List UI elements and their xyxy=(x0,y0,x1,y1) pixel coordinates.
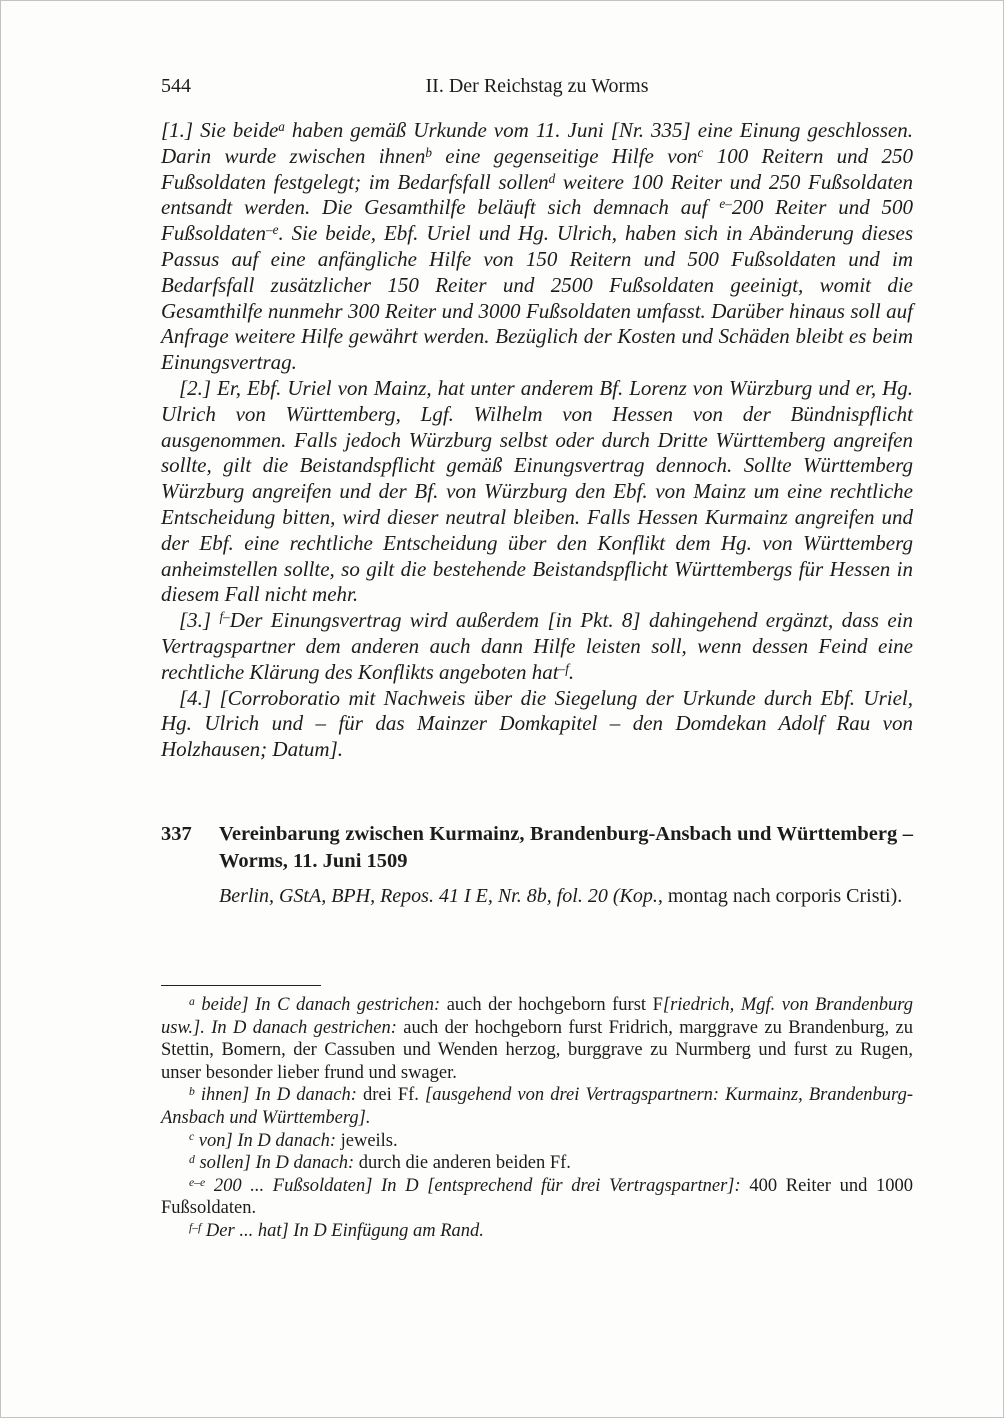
text-segment: 200 Reiter und 500 Fußsoldaten xyxy=(161,195,913,246)
text-segment: . Sie beide, Ebf. Uriel und Hg. Ulrich, haben sich in Abänderung dieses Passus auf eine anfängliche Hilfe von 150 Reitern und 500 Fußsoldaten und im Bedarfsfall zusätzlicher 150 Reiter und 2500 Fußsoldaten geeinigt, womit die Gesamthilfe nunmehr 300 Reiter und 3000 Fußsoldaten umfasst. Darüber hinaus soll auf Anfrage weitere Hilfe gewährt werden. Bezüglich der Kosten und Schäden bleibt es beim Einungsvertrag. xyxy=(161,221,913,375)
footnote-marker: f– xyxy=(219,609,230,625)
text-segment: Der Einungsvertrag wird außerdem [in Pkt. 8] dahingehend ergänzt, dass ein Vertragspartner dem anderen auch dann Hilfe leisten soll, wenn dessen Feind eine rechtliche Klärung des Konflikts angeboten hat xyxy=(161,608,913,684)
paragraph-3 xyxy=(161,608,913,685)
text-segment: ihnen] In D danach: xyxy=(194,1085,363,1106)
main-text xyxy=(161,118,913,763)
page-header xyxy=(161,75,913,98)
text-segment: weitere 100 Reiter und 250 Fußsoldaten entsandt werden. Die Gesamthilfe beläuft sich demnach auf xyxy=(161,169,913,220)
running-header: II. Der Reichstag zu Worms xyxy=(425,75,649,97)
text-segment: 100 Reitern und 250 Fußsoldaten festgelegt; im Bedarfsfall sollen xyxy=(161,143,913,194)
footnote-marker: d xyxy=(548,170,556,186)
text-segment: drei Ff. xyxy=(362,1085,426,1106)
text-segment: durch die anderen beiden Ff. xyxy=(358,1153,571,1174)
entry-heading xyxy=(161,821,913,874)
entry-source-line xyxy=(161,883,913,909)
footnote-a xyxy=(161,994,913,1084)
footnote-marker: b xyxy=(189,1085,195,1099)
footnote-marker: c xyxy=(189,1130,195,1144)
footnote-marker: d xyxy=(189,1152,195,1166)
paragraph-4 xyxy=(161,686,913,763)
text-segment: beide] In C danach gestrichen: xyxy=(194,995,447,1015)
footnote-f xyxy=(161,1220,913,1243)
text-segment: auch der hochgeborn furst Fridrich, marggrave zu Brandenburg, zu Stettin, Bomern, der Cassuben und Wenden herzog, burggrave zu Nurmberg und furst zu Rugen, unser besonder lieber frund und swager. xyxy=(161,1017,913,1083)
footnote-marker: –f xyxy=(558,660,569,676)
text-segment: [ausgehend von drei Vertragspartnern: Kurmainz, Brandenburg-Ansbach und Württemberg]. xyxy=(161,1085,913,1128)
footnote-b xyxy=(161,1084,913,1129)
text-segment: . xyxy=(568,659,575,684)
footnote-c xyxy=(161,1130,913,1153)
text-segment: haben gemäß Urkunde vom 11. Juni [Nr. 335] eine Einung geschlossen. Darin wurde zwischen ihnen xyxy=(161,118,913,168)
text-segment: auch der hochgeborn furst F xyxy=(446,995,663,1015)
text-segment: [1.] Sie beide xyxy=(161,118,279,142)
footnote-d xyxy=(161,1152,913,1175)
text-segment: [2.] Er, Ebf. Uriel von Mainz, hat unter anderem Bf. Lorenz von Würzburg und er, Hg. Ulrich von Württemberg, Lgf. Wilhelm von Hessen von der Bündnispflicht ausgenommen. Falls jedoch Würzburg selbst oder durch Dritte Württemberg angreifen sollte, gilt die Beistandspflicht gemäß Einungsvertrag dennoch. Sollte Württemberg Würzburg angreifen und der Bf. von Würzburg den Ebf. von Mainz um eine rechtliche Entscheidung bitten, wird dieser neutral bleiben. Falls Hessen Kurmainz angreifen und der Ebf. eine rechtliche Entscheidung über den Konflikt dem Hg. von Württemberg anheimstellen sollte, so gilt die bestehende Beistandspflicht Württembergs für Hessen in diesem Fall nicht mehr. xyxy=(161,375,913,607)
entry-number: 337 xyxy=(161,823,192,845)
footnote-marker: –e xyxy=(266,222,279,238)
text-segment: Berlin, GStA, BPH, Repos. 41 I E, Nr. 8b, fol. 20 (Kop., xyxy=(219,885,668,907)
footnote-marker: a xyxy=(278,119,285,135)
text-segment: eine gegenseitige Hilfe von xyxy=(431,143,698,168)
text-segment: 200 ... Fußsoldaten] In D [entsprechend für drei Vertragspartner]: xyxy=(205,1175,750,1196)
footnote-marker: e–e xyxy=(189,1175,206,1189)
entry-title: Vereinbarung zwischen Kurmainz, Brandenburg-Ansbach und Württemberg – Worms, 11. Juni 1509 xyxy=(219,823,913,872)
footnote-marker: c xyxy=(697,144,704,160)
text-segment: jeweils. xyxy=(340,1130,398,1151)
text-segment: [riedrich, Mgf. von Brandenburg usw.]. In D danach gestrichen: xyxy=(161,995,913,1038)
text-segment: 400 Reiter und 1000 Fußsoldaten. xyxy=(161,1175,914,1219)
text-segment: montag nach corporis Cristi). xyxy=(667,885,903,907)
text-segment: [4.] [Corroboratio mit Nachweis über die Siegelung der Urkunde durch Ebf. Uriel, Hg. Ulrich und – für das Mainzer Domkapitel – den Domdekan Adolf Rau von Holzhausen; Datum]. xyxy=(161,685,913,762)
footnote-separator-rule xyxy=(161,985,321,986)
page-number: 544 xyxy=(161,75,191,97)
footnotes-section xyxy=(161,985,913,1243)
entry-337 xyxy=(161,821,913,909)
footnote-marker: a xyxy=(189,994,195,1008)
text-segment: Der ... hat] In D Einfügung am Rand. xyxy=(201,1220,484,1241)
text-segment: [3.] xyxy=(179,608,220,633)
text-segment: sollen] In D danach: xyxy=(194,1153,359,1174)
footnote-marker: e– xyxy=(719,196,732,212)
text-segment: von] In D danach: xyxy=(194,1130,341,1151)
paragraph-1 xyxy=(161,118,913,376)
footnote-marker: f–f xyxy=(189,1220,202,1234)
footnote-e xyxy=(161,1175,913,1220)
paragraph-2 xyxy=(161,376,913,608)
footnote-marker: b xyxy=(425,144,432,160)
